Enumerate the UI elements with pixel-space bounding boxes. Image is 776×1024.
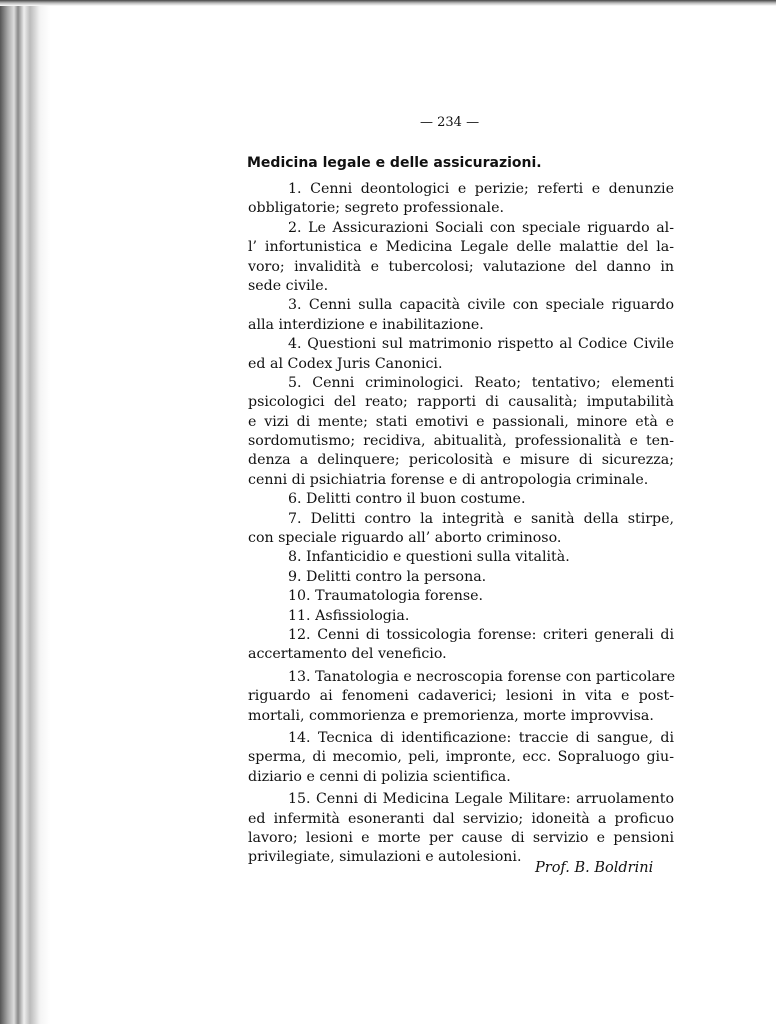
text-line: privilegiate, simulazioni e autolesioni. <box>248 849 522 866</box>
text-line: 13. Tanatologia e necroscopia forense con particolare <box>288 668 676 685</box>
text-line: voro; invalidità e tubercolosi; valutazione del danno in <box>248 258 674 275</box>
text-line: sede civile. <box>248 277 329 294</box>
list-item <box>248 548 674 567</box>
text-line: 15. Cenni di Medicina Legale Militare: arruolamento <box>288 791 674 808</box>
text-line: 3. Cenni sulla capacità civile con speciale riguardo <box>288 297 674 314</box>
list-item <box>248 587 674 606</box>
list-item <box>248 568 674 587</box>
text-line: 5. Cenni criminologici. Reato; tentativo; elementi <box>288 374 674 391</box>
text-line: 1. Cenni deontologici e perizie; referti e denunzie <box>288 181 674 197</box>
text-line: 8. Infanticidio e questioni sulla vitalità. <box>288 549 570 566</box>
text-line: riguardo ai fenomeni cadaverici; lesioni in vita e post- <box>248 688 674 705</box>
page-top-edge <box>0 0 776 6</box>
syllabus-list <box>248 180 674 868</box>
list-item <box>248 607 674 626</box>
text-line: 7. Delitti contro la integrità e sanità della stirpe, <box>288 510 674 527</box>
list-item <box>248 787 674 868</box>
text-line: psicologici del reato; rapporti di causalità; imputabilità <box>248 394 674 411</box>
text-line: diziario e cenni di polizia scientifica. <box>248 768 511 785</box>
text-line: alla interdizione e inabilitazione. <box>248 316 484 333</box>
text-line: 11. Asfissiologia. <box>288 607 410 624</box>
text-line: cenni di psichiatria forense e di antropologia criminale. <box>248 471 649 488</box>
text-line: 6. Delitti contro il buon costume. <box>288 491 526 508</box>
text-line: accertamento del veneficio. <box>248 646 447 663</box>
text-line: 12. Cenni di tossicologia forense: criteri generali di <box>288 626 674 643</box>
text-line: l’ infortunistica e Medicina Legale delle malattie del la- <box>248 239 674 256</box>
text-line: e vizi di mente; stati emotivi e passionali, minore età e <box>248 413 674 430</box>
text-line: 14. Tecnica di identificazione: traccie di sangue, di <box>288 729 674 746</box>
list-item <box>248 510 674 549</box>
text-line: sperma, di mecomio, peli, impronte, ecc. Sopraluogo giu- <box>248 749 674 766</box>
list-item <box>248 626 674 665</box>
list-item <box>248 180 674 219</box>
list-item <box>248 335 674 374</box>
list-item <box>248 490 674 509</box>
list-item <box>248 726 674 787</box>
page-number: — 234 — <box>420 115 480 130</box>
list-item <box>248 296 674 335</box>
text-line: 9. Delitti contro la persona. <box>288 568 487 585</box>
list-item <box>248 374 674 490</box>
section-heading: Medicina legale e delle assicurazioni. <box>247 155 542 171</box>
text-line: lavoro; lesioni e morte per cause di servizio e pensioni <box>248 829 674 846</box>
text-line: con speciale riguardo all’ aborto criminoso. <box>248 530 562 547</box>
text-line: 4. Questioni sul matrimonio rispetto al Codice Civile <box>288 336 674 353</box>
text-line: 10. Traumatologia forense. <box>288 588 484 605</box>
text-line: 2. Le Assicurazioni Sociali con speciale riguardo al- <box>288 219 674 236</box>
text-line: ed al Codex Juris Canonici. <box>248 355 443 372</box>
list-item <box>248 219 674 297</box>
text-line: sordomutismo; recidiva, abitualità, professionalità e ten- <box>248 433 674 450</box>
book-binding-edge <box>0 0 50 1024</box>
text-line: mortali, commorienza e premorienza, morte improvvisa. <box>248 707 654 724</box>
text-line: ed infermità esoneranti dal servizio; idoneità a proficuo <box>248 810 674 827</box>
text-line: obbligatorie; segreto professionale. <box>248 200 504 217</box>
text-line: denza a delinquere; pericolosità e misure di sicurezza; <box>248 452 674 469</box>
signature: Prof. B. Boldrini <box>535 860 654 876</box>
list-item <box>248 665 674 726</box>
